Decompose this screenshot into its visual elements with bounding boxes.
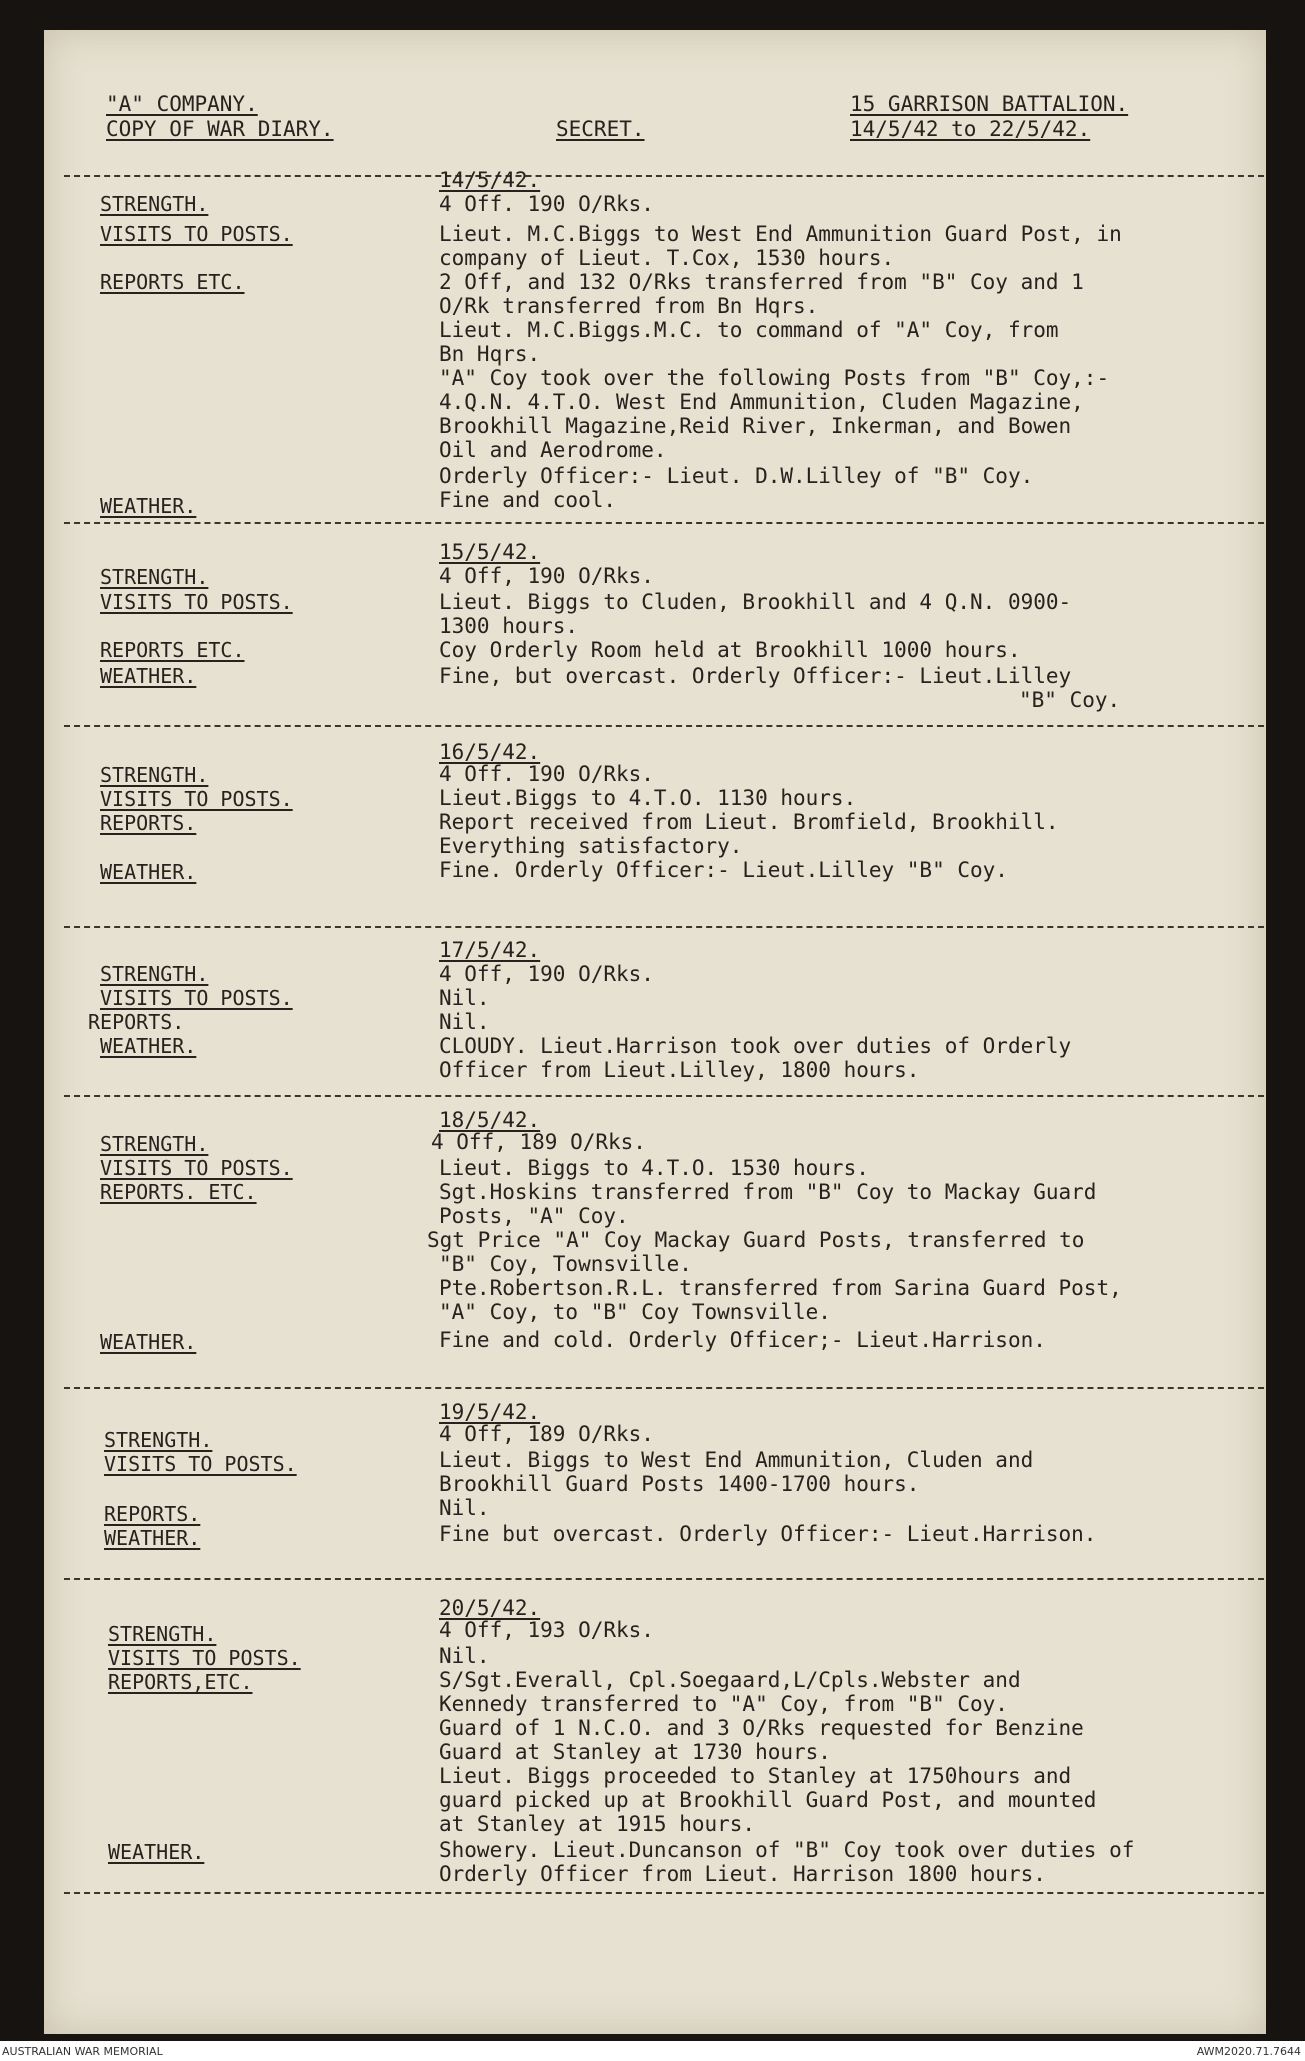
label-strength: STRENGTH. [100,192,209,216]
entry-date: 18/5/42. [439,1108,541,1132]
label-weather: WEATHER. [100,664,197,688]
entry-line: Orderly Officer:- Lieut. D.W.Lilley of "B" Coy. [439,464,1034,488]
entry-line: Sgt Price "A" Coy Mackay Guard Posts, transferred to [427,1228,1085,1252]
label-strength: STRENGTH. [104,1428,213,1452]
entry-line: Brookhill Guard Posts 1400-1700 hours. [439,1472,920,1496]
label-weather: WEATHER. [104,1526,201,1550]
label-strength: STRENGTH. [108,1622,217,1646]
label-visits: VISITS TO POSTS. [100,222,293,246]
entry-date: 17/5/42. [439,938,541,962]
archive-name: AUSTRALIAN WAR MEMORIAL [2,2045,163,2058]
entry-line: Kennedy transferred to "A" Coy, from "B" Coy. [439,1692,1008,1716]
entry-line: Fine. Orderly Officer:- Lieut.Lilley "B" Coy. [439,858,1008,882]
entry-line: Posts, "A" Coy. [439,1204,629,1228]
entry-line: 4 Off, 190 O/Rks. [439,962,654,986]
label-visits: VISITS TO POSTS. [100,1156,293,1180]
label-weather: WEATHER. [100,494,197,518]
label-weather: WEATHER. [108,1840,205,1864]
label-reports: REPORTS. ETC. [100,1180,257,1204]
entry-line: "A" Coy took over the following Posts from "B" Coy,:- [439,366,1110,390]
separator [64,175,1264,177]
label-strength: STRENGTH. [100,1132,209,1156]
entry-line: Sgt.Hoskins transferred from "B" Coy to Mackay Guard [439,1180,1097,1204]
entry-line: CLOUDY. Lieut.Harrison took over duties of Orderly [439,1034,1072,1058]
entry-line: 4 Off, 190 O/Rks. [439,564,654,588]
label-strength: STRENGTH. [100,962,209,986]
entry-date: 19/5/42. [439,1400,541,1424]
label-visits: VISITS TO POSTS. [100,590,293,614]
entry-line: Orderly Officer from Lieut. Harrison 1800 hours. [439,1862,1046,1886]
entry-line: company of Lieut. T.Cox, 1530 hours. [439,246,895,270]
entry-line: Pte.Robertson.R.L. transferred from Sarina Guard Post, [439,1276,1122,1300]
entry-line: Bn Hqrs. [439,342,541,366]
entry-line: Nil. [439,1644,490,1668]
entry-line: Lieut. Biggs to Cluden, Brookhill and 4 Q.N. 0900- [439,590,1072,614]
entry-line: Oil and Aerodrome. [439,438,667,462]
entry-date: 20/5/42. [439,1596,541,1620]
label-strength: STRENGTH. [100,763,209,787]
label-visits: VISITS TO POSTS. [108,1646,301,1670]
entry-line: 4 Off, 193 O/Rks. [439,1618,654,1642]
entry-line: Report received from Lieut. Bromfield, Brookhill. [439,810,1059,834]
separator [64,725,1264,727]
label-reports: REPORTS. [100,811,197,835]
entry-line: Coy Orderly Room held at Brookhill 1000 hours. [439,638,1021,662]
entry-line: Fine and cool. [439,488,617,512]
separator [64,926,1264,928]
label-visits: VISITS TO POSTS. [100,787,293,811]
entry-line: Fine but overcast. Orderly Officer:- Lieut.Harrison. [439,1522,1097,1546]
entry-line: S/Sgt.Everall, Cpl.Soegaard,L/Cpls.Webster and [439,1668,1021,1692]
entry-line: Fine and cold. Orderly Officer;- Lieut.Harrison. [439,1328,1046,1352]
entry-line: Lieut. M.C.Biggs to West End Ammunition Guard Post, in [439,222,1122,246]
entry-line: at Stanley at 1915 hours. [439,1812,756,1836]
entry-line: Everything satisfactory. [439,834,743,858]
entry-line: 2 Off, and 132 O/Rks transferred from "B" Coy and 1 [439,270,1084,294]
label-reports: REPORTS. [88,1010,185,1034]
separator [64,1892,1264,1894]
entry-date: 14/5/42. [439,168,541,192]
entry-line: Nil. [439,986,490,1010]
archive-footer [0,2041,1305,2061]
label-visits: VISITS TO POSTS. [104,1452,297,1476]
entry-line: "B" Coy, Townsville. [439,1252,692,1276]
entry-date: 16/5/42. [439,740,541,764]
battalion-heading: 15 GARRISON BATTALION. [850,92,1129,116]
diary-page [44,30,1266,2034]
entry-line: Guard at Stanley at 1730 hours. [439,1740,831,1764]
entry-line: Fine, but overcast. Orderly Officer:- Lieut.Lilley [439,664,1072,688]
label-visits: VISITS TO POSTS. [100,986,293,1010]
entry-line: 4 Off, 189 O/Rks. [439,1422,654,1446]
entry-line: Brookhill Magazine,Reid River, Inkerman, and Bowen [439,414,1072,438]
separator [64,1387,1264,1389]
entry-line: Guard of 1 N.C.O. and 3 O/Rks requested for Benzine [439,1716,1084,1740]
label-weather: WEATHER. [100,1034,197,1058]
separator [64,1578,1264,1580]
label-strength: STRENGTH. [100,565,209,589]
company-heading: "A" COMPANY. [106,92,258,116]
label-weather: WEATHER. [100,1330,197,1354]
entry-line: "A" Coy, to "B" Coy Townsville. [439,1300,831,1324]
entry-line: Lieut. M.C.Biggs.M.C. to command of "A" Coy, from [439,318,1059,342]
separator [64,1095,1264,1097]
entry-line: O/Rk transferred from Bn Hqrs. [439,294,819,318]
entry-line: 4 Off. 190 O/Rks. [439,192,654,216]
label-weather: WEATHER. [100,860,197,884]
separator [64,522,1264,524]
entry-line: Nil. [439,1496,490,1520]
entry-line: Officer from Lieut.Lilley, 1800 hours. [439,1058,920,1082]
label-reports: REPORTS ETC. [100,638,245,662]
entry-line: Lieut. Biggs to 4.T.O. 1530 hours. [439,1156,869,1180]
entry-line: "B" Coy. [1019,688,1121,712]
entry-line: Showery. Lieut.Duncanson of "B" Coy took over duties of [439,1838,1135,1862]
entry-line: Lieut.Biggs to 4.T.O. 1130 hours. [439,786,857,810]
label-reports: REPORTS. [104,1502,201,1526]
entry-line: Lieut. Biggs proceeded to Stanley at 1750hours and [439,1764,1072,1788]
copy-heading: COPY OF WAR DIARY. [106,117,334,141]
label-reports: REPORTS ETC. [100,270,245,294]
secret-heading: SECRET. [556,117,645,141]
label-reports: REPORTS,ETC. [108,1670,253,1694]
archive-reference: AWM2020.71.7644 [1196,2045,1301,2058]
entry-line: Lieut. Biggs to West End Ammunition, Cluden and [439,1448,1034,1472]
entry-date: 15/5/42. [439,540,541,564]
entry-line: 4 Off, 189 O/Rks. [431,1130,646,1154]
entry-line: 4.Q.N. 4.T.O. West End Ammunition, Cluden Magazine, [439,390,1084,414]
period-heading: 14/5/42 to 22/5/42. [850,117,1091,141]
entry-line: Nil. [439,1010,490,1034]
entry-line: 4 Off. 190 O/Rks. [439,762,654,786]
entry-line: 1300 hours. [439,614,579,638]
entry-line: guard picked up at Brookhill Guard Post, and mounted [439,1788,1097,1812]
